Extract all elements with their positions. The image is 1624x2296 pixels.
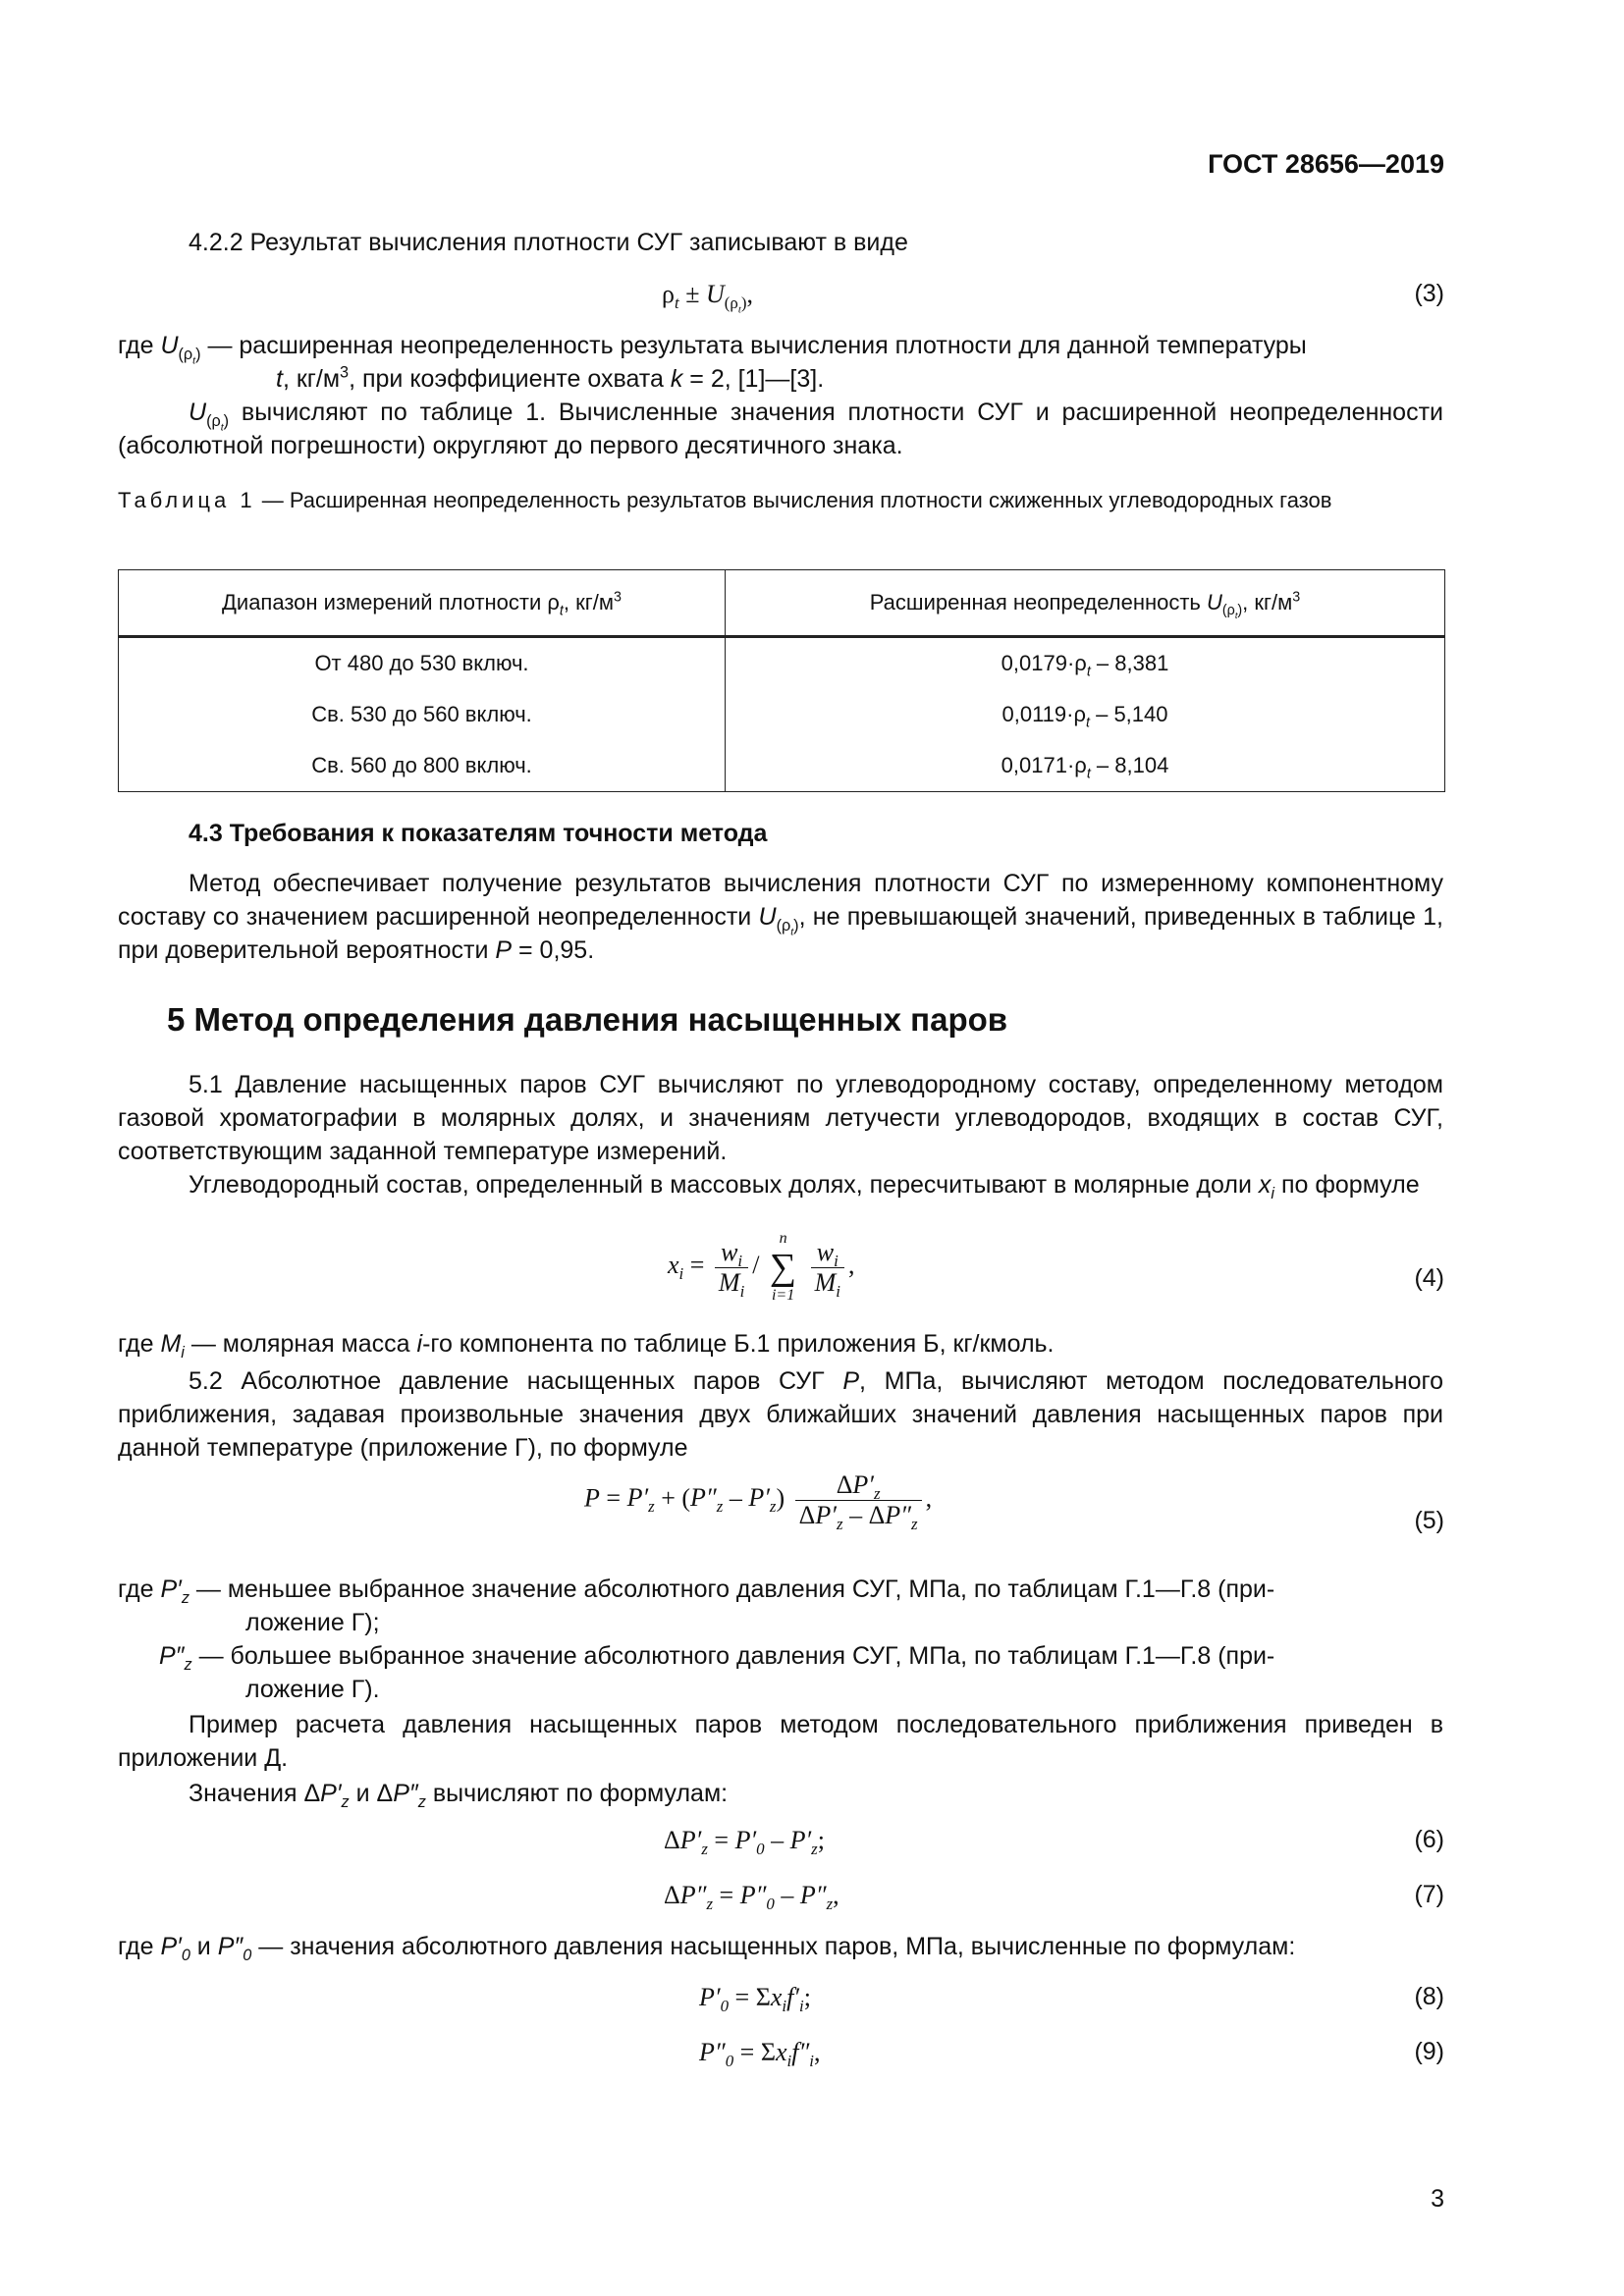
- formula-3: $\rho_t \pm U_{(\rho_t)}$,: [662, 280, 753, 316]
- where-u-definition-cont: t, $кг/м^3$, при коэффициенте охвата k = 2, [1]—[3].: [276, 363, 825, 393]
- equation-number-7: (7): [1414, 1881, 1444, 1908]
- formula-6: $\Delta P'_z = P'_0 - P'_z$;: [664, 1826, 825, 1859]
- formula-5: $P = P'_z + (P''_z - P'_z)$ $\frac{\Delta P'_z}{\Delta P'_z - \Delta P''_z}$ ,: [584, 1470, 933, 1534]
- paragraph-example: Пример расчета давления насыщенных паров методом последовательного приближения приведен в приложении Д.: [118, 1711, 1443, 1772]
- where-pz-lower-cont: ложение Г);: [245, 1609, 380, 1636]
- equation-number-6: (6): [1414, 1826, 1444, 1853]
- heading-4-3: 4.3 Требования к показателям точности метода: [189, 820, 768, 847]
- table-1-col-range-header: Диапазон измерений плотности $\rho_t$, $кг/м^3$: [119, 570, 726, 637]
- table-cell-uncertainty: $0,0119\cdot\rho_t - 5,140$: [726, 689, 1445, 740]
- table-cell-uncertainty: $0,0171\cdot\rho_t - 8,104$: [726, 740, 1445, 792]
- equation-number-9: (9): [1414, 2038, 1444, 2065]
- table-cell-range: Св. 560 до 800 включ.: [119, 740, 726, 792]
- formula-9: $P''_0 = \Sigma x_if''_i$,: [699, 2038, 821, 2071]
- equation-number-4: (4): [1414, 1264, 1444, 1292]
- table-row: [119, 740, 1445, 792]
- paragraph-values: Значения $\Delta P'_z$ и $\Delta P''_z$ вычисляют по формулам:: [189, 1780, 729, 1811]
- where-pz-upper-cont: ложение Г).: [245, 1676, 380, 1703]
- standard-header: ГОСТ 28656—2019: [1208, 149, 1444, 179]
- where-p0-definition: где $P'_0$ и $P''_0$ — значения абсолютного давления насыщенных паров, МПа, вычисленные по формулам:: [118, 1933, 1296, 1964]
- paragraph-conversion: Углеводородный состав, определенный в массовых долях, пересчитывают в молярные доли $x_i$ по формуле: [189, 1171, 1420, 1202]
- where-pz-upper: $P''_z$ — большее выбранное значение абсолютного давления СУГ, МПа, по таблицам Г.1—Г.8 (при-: [159, 1642, 1275, 1674]
- paragraph-5-1: 5.1 Давление насыщенных паров СУГ вычисляют по углеводородному составу, определенному методом газовой хроматографии в молярных долях, и значениям летучести углеводородов, входящих в состав СУГ, соответствующим заданной температуре измерений.: [118, 1071, 1443, 1165]
- formula-8: $P'_0 = \Sigma x_if'_i$;: [699, 1983, 811, 2016]
- table-row: [119, 689, 1445, 740]
- table-1-caption: Таблица 1 — Расширенная неопределенность результатов вычисления плотности сжиженных углеводородных газов: [118, 488, 1332, 512]
- equation-number-3: (3): [1414, 280, 1444, 307]
- formula-4: $x_i$ = $\frac{w_i}{M_i}$ / n ∑ i=1 $\frac{w_i}{M_i}$ ,: [668, 1230, 855, 1304]
- table-cell-range: От 480 до 530 включ.: [119, 637, 726, 690]
- equation-number-5: (5): [1414, 1507, 1444, 1534]
- page-number: 3: [1431, 2185, 1444, 2213]
- paragraph-5-2: 5.2 Абсолютное давление насыщенных паров СУГ P, МПа, вычисляют методом последовательного приближения, задавая произвольные значения двух ближайших значений давления насыщенных паров при данной температуре (приложение Г), по формуле: [118, 1367, 1443, 1462]
- table-1-col-uncertainty-header: Расширенная неопределенность $U_{(\rho_t)}$, $кг/м^3$: [726, 570, 1445, 637]
- where-u-definition: где $U_{(\rho_t)}$ — расширенная неопределенность результата вычисления плотности для данной температуры: [118, 332, 1307, 367]
- where-mi-definition: где $M_i$ — молярная масса i-го компонента по таблице Б.1 приложения Б, кг/кмоль.: [118, 1330, 1055, 1362]
- table-cell-uncertainty: $0,0179\cdot\rho_t - 8,381$: [726, 637, 1445, 690]
- formula-7: $\Delta P''_z = P''_0 - P''_z$,: [664, 1881, 839, 1914]
- where-pz-lower: где $P'_z$ — меньшее выбранное значение абсолютного давления СУГ, МПа, по таблицам Г.1—Г.8 (при-: [118, 1575, 1275, 1607]
- table-row: [119, 637, 1445, 690]
- table-1: [118, 569, 1445, 792]
- paragraph-u-calculation: $U_{(\rho_t)}$ вычисляют по таблице 1. Вычисленные значения плотности СУГ и расширенной неопределенности (абсолютной погрешности) округляют до первого десятичного знака.: [118, 399, 1443, 459]
- equation-number-8: (8): [1414, 1983, 1444, 2010]
- paragraph-4-3: Метод обеспечивает получение результатов вычисления плотности СУГ по измеренному компонентному составу со значением расширенной неопределенности $U_{(\rho_t)}$, не превышающей значений, приведенных в таблице 1, при доверительной вероятности P = 0,95.: [118, 870, 1443, 964]
- paragraph-4-2-2-intro: 4.2.2 Результат вычисления плотности СУГ записывают в виде: [189, 229, 908, 256]
- heading-section-5: 5 Метод определения давления насыщенных паров: [167, 1001, 1008, 1038]
- table-cell-range: Св. 530 до 560 включ.: [119, 689, 726, 740]
